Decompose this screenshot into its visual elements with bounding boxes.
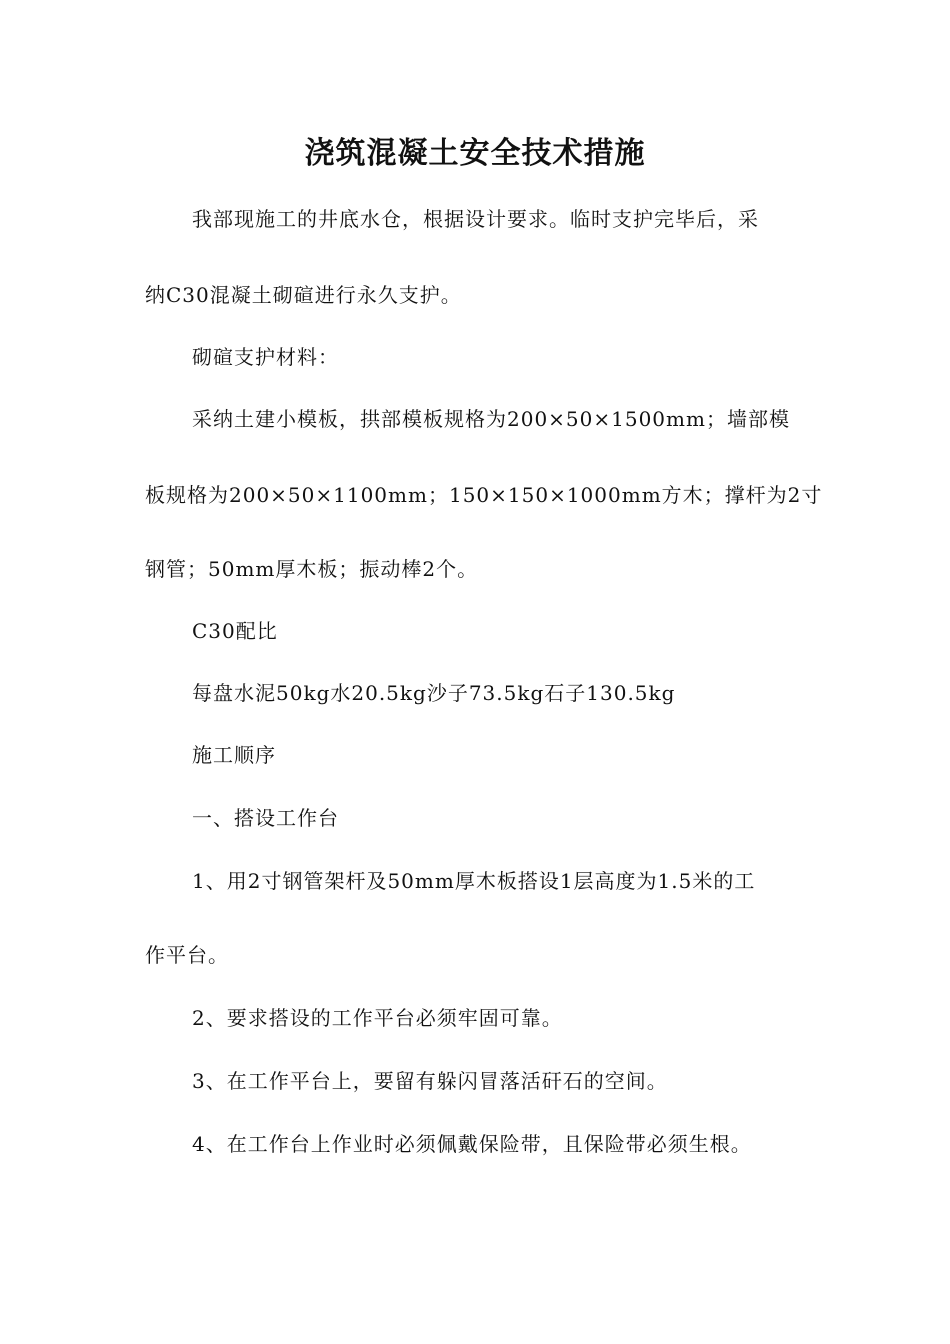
paragraph-line: 纳C30混凝土砌碹进行永久支护。 xyxy=(145,283,462,307)
paragraph-line: 一、搭设工作台 xyxy=(192,806,339,830)
paragraph-line: 每盘水泥50kg水20.5kg沙子73.5kg石子130.5kg xyxy=(192,681,676,705)
paragraph-line: 我部现施工的井底水仓，根据设计要求。临时支护完毕后，采 xyxy=(192,207,759,231)
paragraph-line: C30配比 xyxy=(192,619,278,643)
paragraph-line: 2、要求搭设的工作平台必须牢固可靠。 xyxy=(192,1006,563,1030)
paragraph-line: 钢管；50mm厚木板；振动棒2个。 xyxy=(145,557,479,581)
paragraph-line: 作平台。 xyxy=(145,943,229,967)
paragraph-line: 板规格为200×50×1100mm；150×150×1000mm方木；撑杆为2寸 xyxy=(145,483,823,507)
paragraph-line: 采纳土建小模板，拱部模板规格为200×50×1500mm；墙部模 xyxy=(192,407,790,431)
paragraph-line: 4、在工作台上作业时必须佩戴保险带，且保险带必须生根。 xyxy=(192,1132,752,1156)
paragraph-line: 施工顺序 xyxy=(192,743,276,767)
paragraph-line: 砌碹支护材料： xyxy=(192,345,339,369)
paragraph-line: 3、在工作平台上，要留有躲闪冒落活矸石的空间。 xyxy=(192,1069,668,1093)
document-title: 浇筑混凝土安全技术措施 xyxy=(304,136,646,171)
paragraph-line: 1、用2寸钢管架杆及50mm厚木板搭设1层高度为1.5米的工 xyxy=(192,869,756,893)
